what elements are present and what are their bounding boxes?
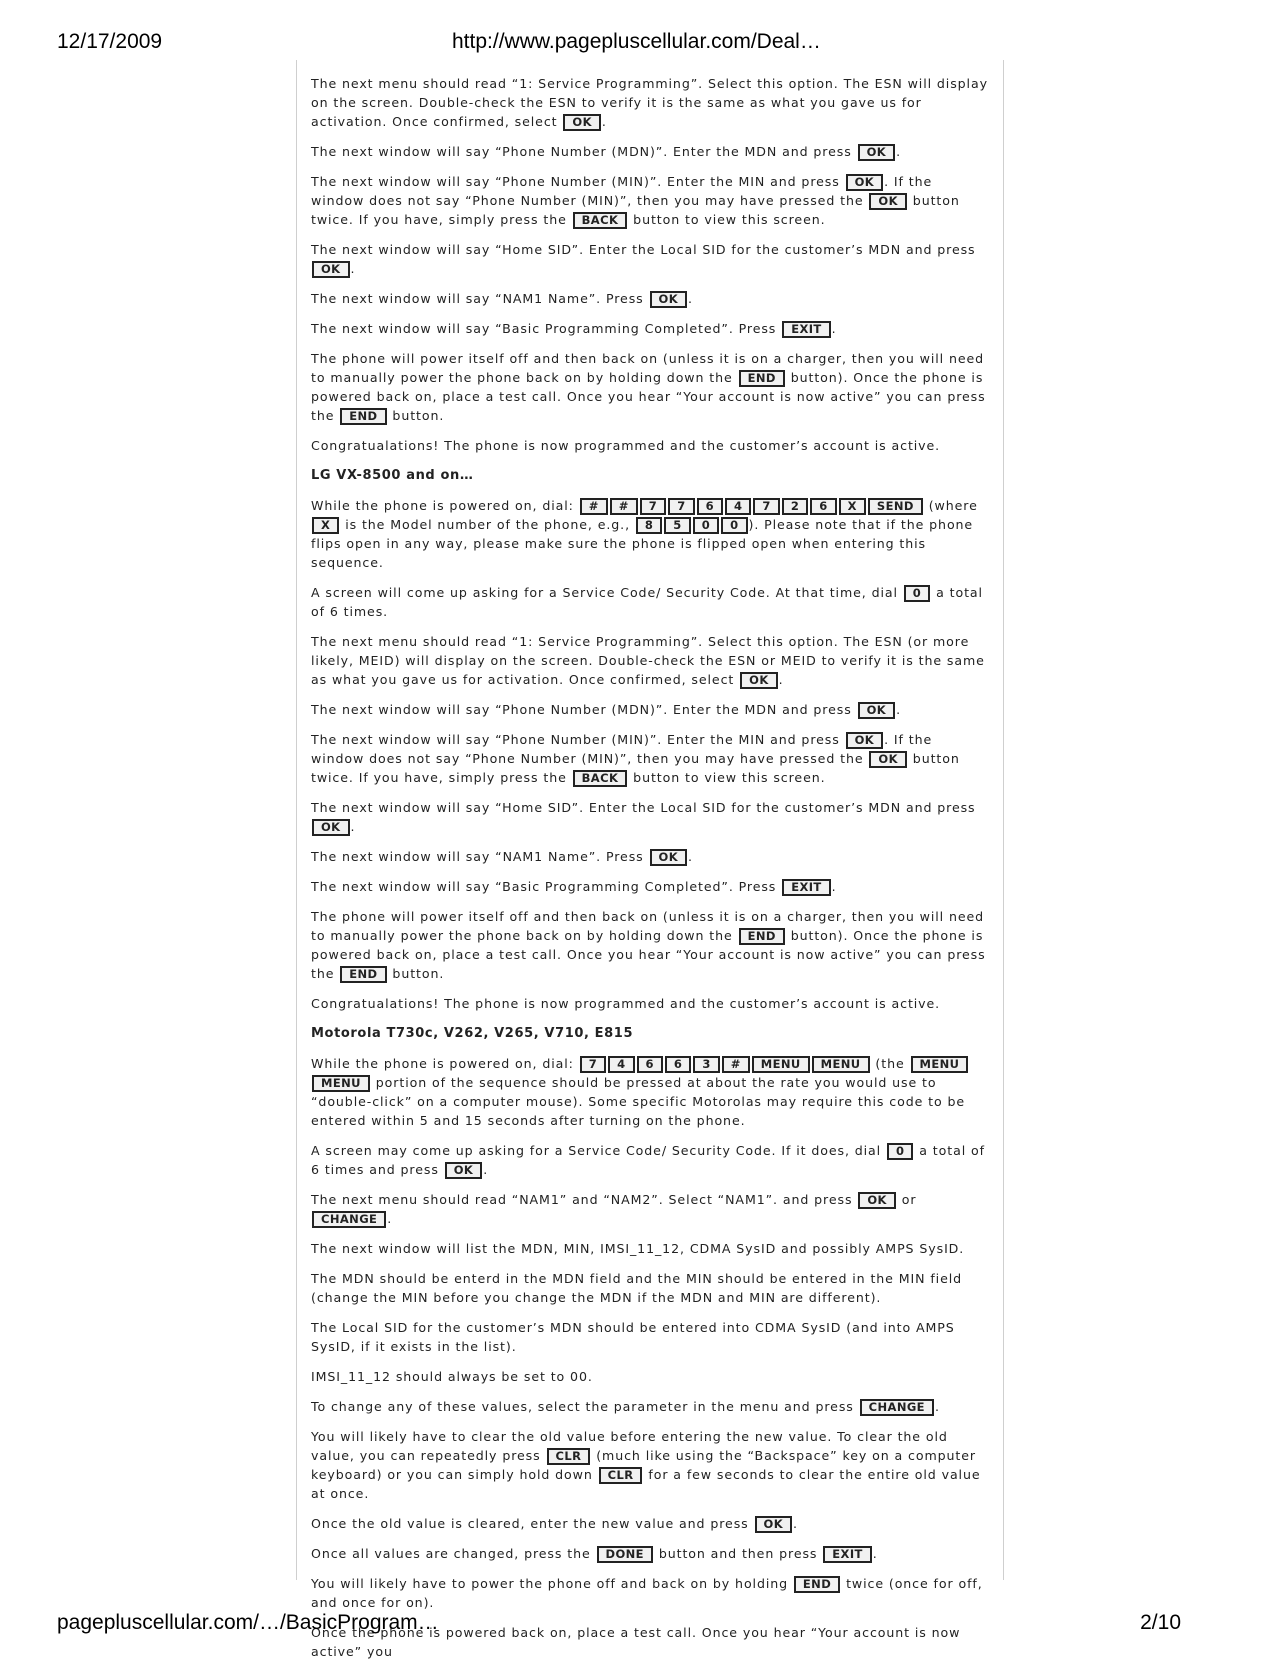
key-6[interactable]: 6: [697, 498, 723, 515]
key-end[interactable]: END: [739, 928, 785, 945]
key-menu[interactable]: MENU: [312, 1075, 370, 1092]
key-7[interactable]: 7: [753, 498, 779, 515]
paragraph: The next window will say “Basic Programming Completed”. Press EXIT .: [311, 879, 837, 894]
paragraph: To change any of these values, select the parameter in the menu and press CHANGE .: [311, 1399, 940, 1414]
key-exit[interactable]: EXIT: [823, 1546, 871, 1563]
paragraph: The next window will say “Phone Number (MDN)”. Enter the MDN and press OK .: [311, 144, 901, 159]
paragraph: Once the old value is cleared, enter the new value and press OK .: [311, 1516, 798, 1531]
key-change[interactable]: CHANGE: [860, 1399, 934, 1416]
key-5[interactable]: 5: [664, 517, 690, 534]
key-0[interactable]: 0: [721, 517, 747, 534]
key-ok[interactable]: OK: [312, 819, 350, 836]
key-ok[interactable]: OK: [445, 1162, 483, 1179]
key-ok[interactable]: OK: [858, 144, 896, 161]
key-6[interactable]: 6: [665, 1056, 691, 1073]
paragraph: Congratualations! The phone is now programmed and the customer’s account is active.: [311, 438, 941, 453]
paragraph: IMSI_11_12 should always be set to 00.: [311, 1369, 593, 1384]
paragraph: The next window will list the MDN, MIN, IMSI_11_12, CDMA SysID and possibly AMPS SysID.: [311, 1241, 965, 1256]
section-heading: Motorola T730c, V262, V265, V710, E815: [311, 1026, 634, 1041]
key-done[interactable]: DONE: [597, 1546, 653, 1563]
paragraph: While the phone is powered on, dial: 7 4 6 6 3 # MENU MENU (the MENUMENU portion of the sequence should be pressed at about the rate you would use to “double-click” on a computer mouse). Some specific Motorolas may require this code to be entered within 5 and 15 seconds after turning on the phone.: [311, 1054, 989, 1130]
key-ok[interactable]: OK: [869, 193, 907, 210]
key-clr[interactable]: CLR: [599, 1467, 643, 1484]
key-ok[interactable]: OK: [846, 732, 884, 749]
paragraph: A screen will come up asking for a Service Code/ Security Code. At that time, dial 0 a total of 6 times.: [311, 585, 983, 619]
key-0[interactable]: 0: [693, 517, 719, 534]
paragraph: The phone will power itself off and then back on (unless it is on a charger, then you will need to manually power the phone back on by holding down the END button). Once the phone is powered back on, place a test call. Once you hear “Your account is now active” you can press the END button.: [311, 909, 986, 981]
paragraph: The next menu should read “1: Service Programming”. Select this option. The ESN will display on the screen. Double-check the ESN to verify it is the same as what you gave us for activation. Once confirmed, select OK .: [311, 76, 988, 129]
paragraph: The next window will say “NAM1 Name”. Press OK .: [311, 849, 693, 864]
key-0[interactable]: 0: [904, 585, 930, 602]
key-x[interactable]: X: [839, 498, 866, 515]
section-heading: LG VX-8500 and on…: [311, 468, 474, 483]
key-exit[interactable]: EXIT: [782, 321, 830, 338]
key-ok[interactable]: OK: [740, 672, 778, 689]
page-number: 2/10: [1140, 1611, 1181, 1634]
paragraph: The next window will say “Home SID”. Enter the Local SID for the customer’s MDN and press OK .: [311, 800, 976, 834]
paragraph: The next window will say “Phone Number (MDN)”. Enter the MDN and press OK .: [311, 702, 901, 717]
key-menu[interactable]: MENU: [752, 1056, 810, 1073]
key-send[interactable]: SEND: [868, 498, 923, 515]
paragraph: The phone will power itself off and then back on (unless it is on a charger, then you will need to manually power the phone back on by holding down the END button). Once the phone is powered back on, place a test call. Once you hear “Your account is now active” you can press the END button.: [311, 351, 986, 423]
paragraph: While the phone is powered on, dial: # # 7 7 6 4 7 2 6 X SEND (where X is the Model number of the phone, e.g., 8 5 0 0 ). Please note that if the phone flips open in any way, please make sure the phone is flipped open when entering this sequence.: [311, 498, 978, 570]
key-back[interactable]: BACK: [573, 212, 628, 229]
key-hash[interactable]: #: [580, 498, 608, 515]
key-7[interactable]: 7: [640, 498, 666, 515]
key-end[interactable]: END: [739, 370, 785, 387]
paragraph: The next window will say “Home SID”. Enter the Local SID for the customer’s MDN and press OK .: [311, 242, 976, 276]
key-ok[interactable]: OK: [650, 849, 688, 866]
key-end[interactable]: END: [340, 408, 386, 425]
key-8[interactable]: 8: [636, 517, 662, 534]
key-ok[interactable]: OK: [858, 1192, 896, 1209]
key-end[interactable]: END: [340, 966, 386, 983]
key-hash[interactable]: #: [722, 1056, 750, 1073]
paragraph: The next window will say “Basic Programming Completed”. Press EXIT .: [311, 321, 837, 336]
paragraph: The next menu should read “NAM1” and “NAM2”. Select “NAM1”. and press OK or CHANGE .: [311, 1192, 917, 1226]
print-date: 12/17/2009: [57, 30, 163, 53]
paragraph: You will likely have to power the phone off and back on by holding END twice (once for off, and once for on).: [311, 1576, 983, 1610]
key-ok[interactable]: OK: [563, 114, 601, 131]
key-6[interactable]: 6: [810, 498, 836, 515]
key-ok[interactable]: OK: [869, 751, 907, 768]
key-ok[interactable]: OK: [858, 702, 896, 719]
key-clr[interactable]: CLR: [547, 1448, 591, 1465]
key-exit[interactable]: EXIT: [782, 879, 830, 896]
paragraph: You will likely have to clear the old value before entering the new value. To clear the old value, you can repeatedly press CLR (much like using the “Backspace” key on a computer keyboard) or you can simply hold down CLR for a few seconds to clear the entire old value at once.: [311, 1429, 981, 1501]
paragraph: The next window will say “Phone Number (MIN)”. Enter the MIN and press OK . If the window does not say “Phone Number (MIN)”, then you may have pressed the OK button twice. If you have, simply press the BACK button to view this screen.: [311, 174, 960, 227]
paragraph: Congratualations! The phone is now programmed and the customer’s account is active.: [311, 996, 941, 1011]
key-0[interactable]: 0: [887, 1143, 913, 1160]
paragraph: Once the phone is powered back on, place a test call. Once you hear “Your account is now active” you: [311, 1625, 961, 1659]
key-back[interactable]: BACK: [573, 770, 628, 787]
key-6[interactable]: 6: [637, 1056, 663, 1073]
key-ok[interactable]: OK: [846, 174, 884, 191]
paragraph: The Local SID for the customer’s MDN should be entered into CDMA SysID (and into AMPS SysID, if it exists in the list).: [311, 1320, 955, 1354]
key-menu[interactable]: MENU: [911, 1056, 969, 1073]
key-4[interactable]: 4: [725, 498, 751, 515]
paragraph: Once all values are changed, press the DONE button and then press EXIT .: [311, 1546, 878, 1561]
print-footer-url: pagepluscellular.com/…/BasicProgram…: [57, 1611, 439, 1634]
key-2[interactable]: 2: [782, 498, 808, 515]
key-ok[interactable]: OK: [755, 1516, 793, 1533]
key-4[interactable]: 4: [608, 1056, 634, 1073]
key-ok[interactable]: OK: [312, 261, 350, 278]
key-7[interactable]: 7: [668, 498, 694, 515]
key-menu[interactable]: MENU: [812, 1056, 870, 1073]
key-ok[interactable]: OK: [650, 291, 688, 308]
print-header-url: http://www.pagepluscellular.com/Deal…: [452, 30, 821, 53]
key-end[interactable]: END: [794, 1576, 840, 1593]
paragraph: A screen may come up asking for a Service Code/ Security Code. If it does, dial 0 a total of 6 times and press OK .: [311, 1143, 985, 1177]
paragraph: The next window will say “Phone Number (MIN)”. Enter the MIN and press OK . If the window does not say “Phone Number (MIN)”, then you may have pressed the OK button twice. If you have, simply press the BACK button to view this screen.: [311, 732, 960, 785]
key-x[interactable]: X: [312, 517, 339, 534]
paragraph: The next menu should read “1: Service Programming”. Select this option. The ESN (or more likely, MEID) will display on the screen. Double-check the ESN or MEID to verify it is the same as what you gave us for activation. Once confirmed, select OK .: [311, 634, 985, 687]
key-7[interactable]: 7: [580, 1056, 606, 1073]
paragraph: The MDN should be enterd in the MDN field and the MIN should be entered in the MIN field (change the MIN before you change the MDN if the MDN and MIN are different).: [311, 1271, 963, 1305]
key-change[interactable]: CHANGE: [312, 1211, 386, 1228]
article-content: [296, 60, 1004, 1659]
key-hash[interactable]: #: [610, 498, 638, 515]
key-3[interactable]: 3: [693, 1056, 719, 1073]
paragraph: The next window will say “NAM1 Name”. Press OK .: [311, 291, 693, 306]
